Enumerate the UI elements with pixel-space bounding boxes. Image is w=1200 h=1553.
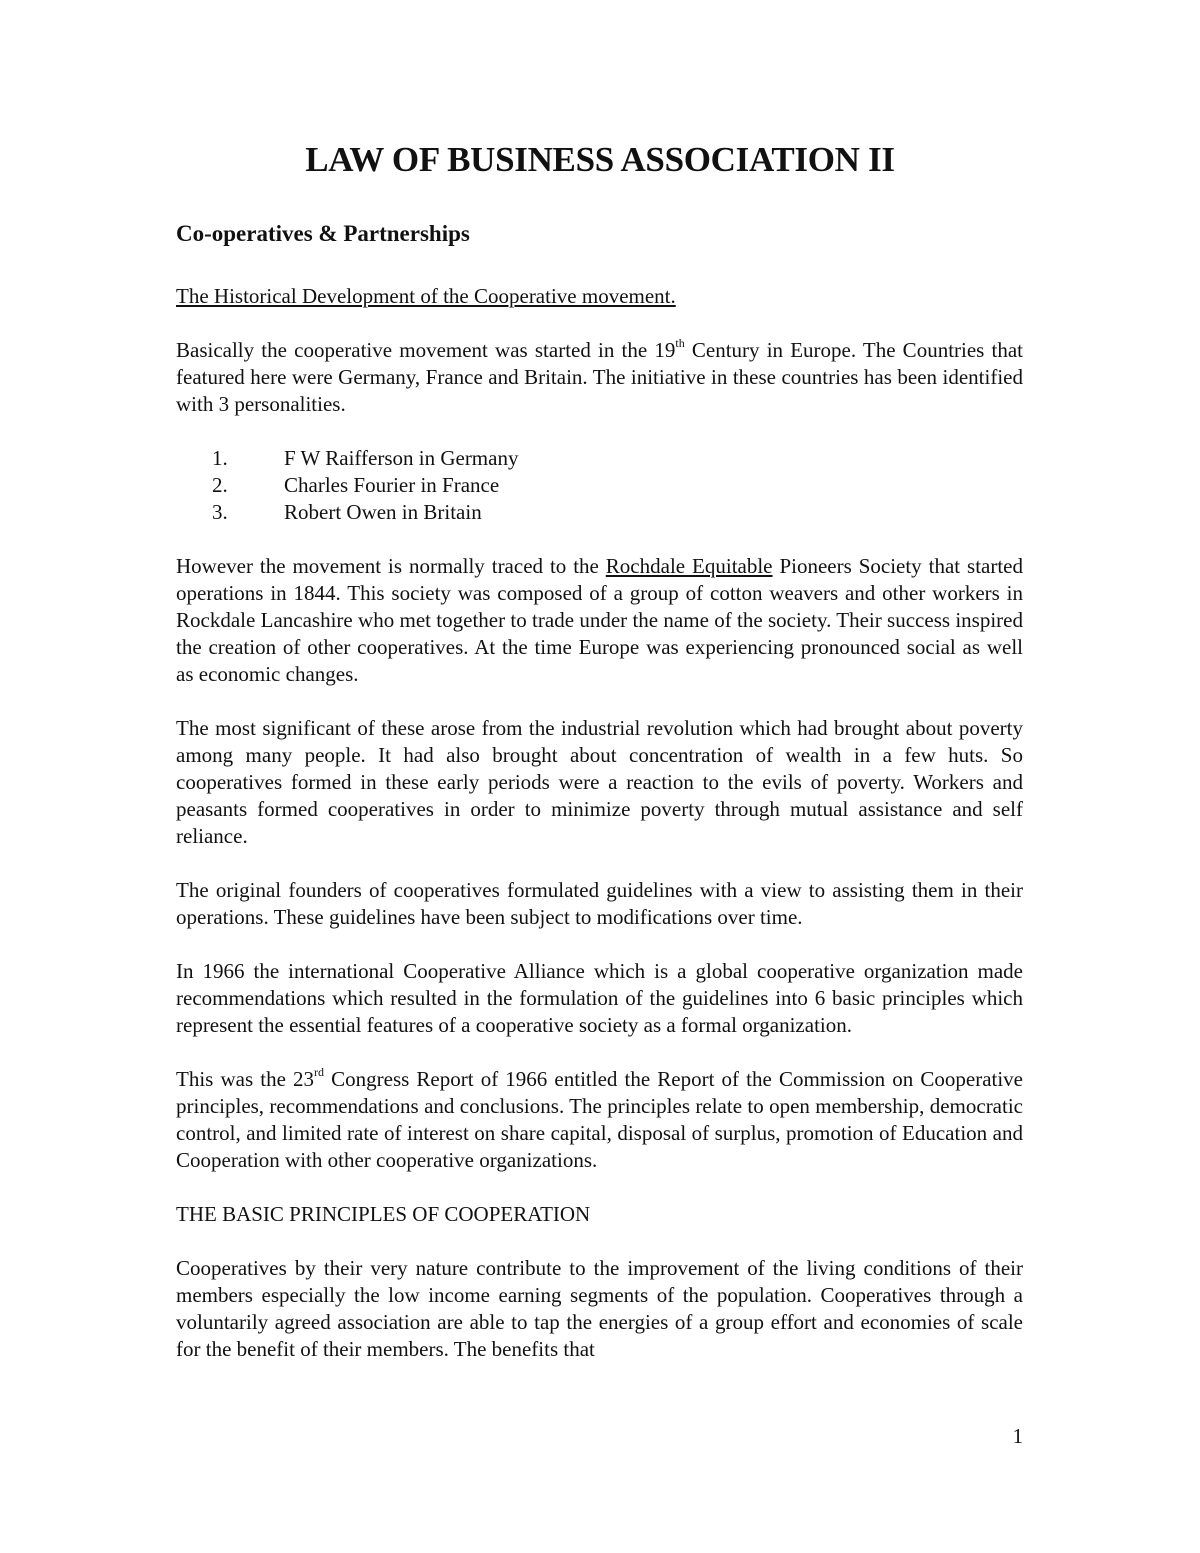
page-number: 1 [1012,1424,1023,1448]
paragraph-principles-intro: Cooperatives by their very nature contribute to the improvement of the living conditions of their members especially the low income earning segments of the population. Cooperatives through a voluntarily agreed association are able to tap the energies of a group effort and economies of scale for the benefit of their members. The benefits that [176,1256,1023,1361]
list-item [176,445,1023,472]
paragraph-rochdale [176,553,1023,688]
document-subtitle: Co-operatives & Partnerships [176,221,470,246]
list-text: Charles Fourier in France [284,473,500,497]
document-body [176,220,1023,1363]
paragraph-congress-report [176,1066,1023,1174]
ordinal-suffix: rd [314,1065,325,1079]
list-number: 3. [212,500,228,524]
list-text: F W Raifferson in Germany [284,446,519,470]
list-item [176,499,1023,526]
list-text: Robert Owen in Britain [284,500,482,524]
underlined-name: Rochdale Equitable [605,554,773,578]
paragraph-origins [176,337,1023,418]
ordinal-suffix: th [675,336,685,350]
paragraph-ica-1966: In 1966 the international Cooperative Alliance which is a global cooperative organization made recommendations which resulted in the formulation of the guidelines into 6 basic principles which represent the essential features of a cooperative society as a formal organization. [176,959,1023,1037]
principles-heading: THE BASIC PRINCIPLES OF COOPERATION [176,1202,591,1226]
section-heading: The Historical Development of the Cooperative movement. [176,284,676,308]
paragraph-industrial-revolution: The most significant of these arose from the industrial revolution which had brought about poverty among many people. It had also brought about concentration of wealth in a few huts. So cooperatives formed in these early periods were a reaction to the evils of poverty. Workers and peasants formed cooperatives in order to minimize poverty through mutual assistance and self reliance. [176,716,1023,848]
document-title: LAW OF BUSINESS ASSOCIATION II [305,140,895,179]
paragraph-text: However the movement is normally traced to the [176,554,606,578]
paragraph-text: Century in Europe. The Countries that featured here were Germany, France and Britain. The initiative in these countries has been identified with 3 personalities. [176,338,1024,416]
list-number: 2. [212,473,228,497]
personalities-list [176,445,1023,526]
paragraph-text: Pioneers Society that started operations in 1844. This society was composed of a group of cotton weavers and other workers in Rockdale Lancashire who met together to trade under the name of the society. Their success inspired the creation of other cooperatives. At the time Europe was experiencing pronounced social as well as economic changes. [176,554,1024,686]
paragraph-text: Basically the cooperative movement was started in the 19 [176,338,676,362]
paragraph-text: This was the 23 [176,1067,315,1091]
list-number: 1. [212,446,228,470]
list-item [176,472,1023,499]
paragraph-text: Congress Report of 1966 entitled the Report of the Commission on Cooperative principles, recommendations and conclusions. The principles relate to open membership, democratic control, and limited rate of interest on share capital, disposal of surplus, promotion of Education and Cooperation with other cooperative organizations. [176,1067,1024,1172]
paragraph-guidelines: The original founders of cooperatives formulated guidelines with a view to assisting them in their operations. These guidelines have been subject to modifications over time. [176,878,1023,929]
